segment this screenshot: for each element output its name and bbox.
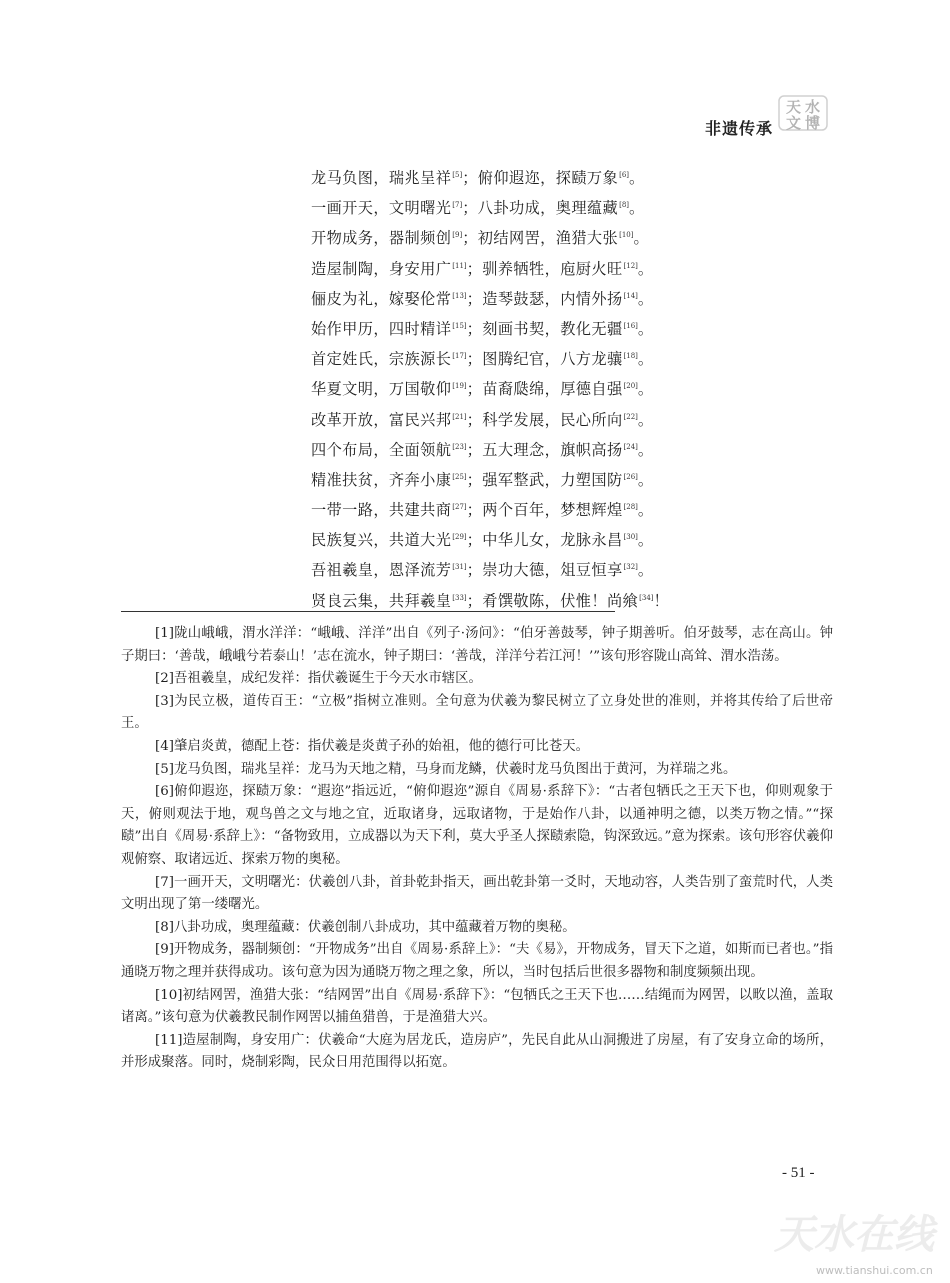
footnote-ref: [19] xyxy=(452,382,467,391)
footnote-ref: [20] xyxy=(623,382,638,391)
footnote: [3]为民立极，道传百王：“立极”指树立准则。全句意为伏羲为黎民树立了立身处世的准则，并将其传给了后世帝王。 xyxy=(121,693,833,732)
footnote: [7]一画开天，文明曙光：伏羲创八卦，首卦乾卦指天，画出乾卦第一爻时，天地动容，人类告别了蛮荒时代，人类文明出现了第一缕曙光。 xyxy=(121,874,833,913)
footnote-ref: [6] xyxy=(619,171,630,179)
footnote-ref: [21] xyxy=(452,412,467,421)
page-number: - 51 - xyxy=(782,1165,815,1181)
verse-line: 一画开天，文明曙光[7]；八卦功成，奥理蕴藏[8]。 xyxy=(311,199,645,218)
site-watermark xyxy=(770,1198,950,1279)
footnote-ref: [15] xyxy=(452,321,467,330)
footnote-ref: [27] xyxy=(452,503,467,512)
footnote-ref: [31] xyxy=(452,563,467,572)
verse-line: 俪皮为礼，嫁娶伦常[13]；造琴鼓瑟，内情外扬[14]。 xyxy=(311,289,654,308)
footnote-ref: [9] xyxy=(452,231,463,240)
verse-line: 首定姓氏，宗族源长[17]；图腾纪官，八方龙骧[18]。 xyxy=(311,350,654,369)
verse-line: 四个布局，全面领航[23]；五大理念，旗帜高扬[24]。 xyxy=(311,440,654,459)
footnote-divider xyxy=(121,611,615,612)
footnote-ref: [25] xyxy=(452,472,467,481)
footnote: [4]肇启炎黄，德配上苍：指伏羲是炎黄子孙的始祖，他的德行可比苍天。 xyxy=(155,738,590,754)
verse-line: 一带一路，共建共商[27]；两个百年，梦想辉煌[28]。 xyxy=(311,501,654,520)
footnote-ref: [24] xyxy=(623,442,638,451)
footnote-ref: [23] xyxy=(452,442,467,451)
logo-char-2: 水 xyxy=(805,98,821,116)
footnote-ref: [18] xyxy=(623,352,638,361)
verse-line: 造屋制陶，身安用广[11]；驯养牺牲，庖厨火旺[12]。 xyxy=(311,259,654,278)
verse-line: 龙马负图，瑞兆呈祥[5]；俯仰遐迩，探赜万象[6]。 xyxy=(311,169,645,187)
footnote-ref: [8] xyxy=(619,201,630,210)
footnote-ref: [16] xyxy=(623,321,638,330)
verse-line: 贤良云集，共拜羲皇[33]；肴馔敬陈，伏惟！尚飨[34]！ xyxy=(311,591,670,610)
footnote: [11]造屋制陶，身安用广：伏羲命“大庭为居龙氏，造房庐”，先民自此从山洞搬进了房屋，有了安身立命的场所，并形成聚落。同时，烧制彩陶，民众日用范围得以拓宽。 xyxy=(121,1032,833,1071)
logo-char-3: 文 xyxy=(786,114,802,132)
footnote-ref: [7] xyxy=(452,201,463,210)
footnotes xyxy=(121,623,833,1075)
logo-char-1: 天 xyxy=(786,98,802,116)
watermark-text: 天水在线 xyxy=(774,1212,934,1258)
footnote-ref: [22] xyxy=(623,412,638,421)
verse-line: 改革开放，富民兴邦[21]；科学发展，民心所向[22]。 xyxy=(311,410,654,429)
footnote: [1]陇山峨峨，渭水洋洋：“峨峨、洋洋”出自《列子·汤问》：“伯牙善鼓琴，钟子期善听。伯牙鼓琴，志在高山。钟子期曰：‘善哉，峨峨兮若泰山！’志在流水，钟子期曰：‘善哉，洋洋兮若江河！’”该句形容陇山高耸、渭水浩荡。 xyxy=(121,626,833,664)
footnote-ref: [30] xyxy=(623,533,638,542)
footnote: [10]初结网罟，渔猎大张：“结网罟”出自《周易·系辞下》：“包牺氏之王天下也……结绳而为网罟，以畋以渔，盖取诸离。”该句意为伏羲教民制作网罟以捕鱼猎兽，于是渔猎大兴。 xyxy=(121,987,833,1026)
footnote-ref: [32] xyxy=(623,563,638,572)
footnote: [2]吾祖羲皇，成纪发祥：指伏羲诞生于今天水市辖区。 xyxy=(155,671,482,687)
verse-line: 华夏文明，万国敬仰[19]；苗裔瓞绵，厚德自强[20]。 xyxy=(311,380,654,399)
footnote-ref: [10] xyxy=(619,231,634,240)
footnote-ref: [26] xyxy=(623,472,638,481)
verse-line: 吾祖羲皇，恩泽流芳[31]；崇功大德，俎豆恒享[32]。 xyxy=(311,561,654,580)
footnote-ref: [12] xyxy=(623,261,638,270)
verse-line: 精准扶贫，齐奔小康[25]；强军整武，力塑国防[26]。 xyxy=(311,470,654,489)
footnote: [8]八卦功成，奥理蕴藏：伏羲创制八卦成功，其中蕴藏着万物的奥秘。 xyxy=(155,919,576,935)
logo-char-4: 博 xyxy=(805,114,821,132)
footnote: [9]开物成务，器制频创：“开物成务”出自《周易·系辞上》：“夫《易》，开物成务，冒天下之道，如斯而已者也。”指通晓万物之理并获得成功。该句意为因为通晓万物之理之象，所以，当时包括后世很多器物和制度频频出现。 xyxy=(121,942,833,980)
footnote-ref: [14] xyxy=(623,291,638,300)
footnote-ref: [33] xyxy=(452,593,467,602)
section-title: 非遗传承 xyxy=(705,119,774,138)
footnote-ref: [13] xyxy=(452,291,467,300)
footnote-ref: [5] xyxy=(452,171,463,179)
footnote-ref: [28] xyxy=(623,503,638,512)
tianshui-wenbo-logo xyxy=(776,93,830,133)
footnote: [5]龙马负图，瑞兆呈祥：龙马为天地之精，马身而龙鳞，伏羲时龙马负图出于黄河，为祥瑞之兆。 xyxy=(155,761,737,777)
verse-line: 始作甲历，四时精详[15]；刻画书契，教化无疆[16]。 xyxy=(311,319,654,338)
footnote-ref: [29] xyxy=(452,533,467,542)
footnote: [6]俯仰遐迩，探赜万象：“遐迩”指远近，“俯仰遐迩”源自《周易·系辞下》：“古者包牺氏之王天下也，仰则观象于天，俯则观法于地，观鸟兽之文与地之宜，近取诸身，远取诸物，于是始作八卦，以通神明之德，以类万物之情。”“探赜”出自《周易·系辞上》：“备物致用，立成器以为天下利，莫大乎圣人探赜索隐，钩深致远。”意为探索。该句形容伏羲仰观俯察、取诸远近、探索万物的奥秘。 xyxy=(121,784,833,867)
eulogy-verses xyxy=(311,160,669,613)
verse-line: 开物成务，器制频创[9]；初结网罟，渔猎大张[10]。 xyxy=(311,229,650,248)
verse-line: 民族复兴，共道大光[29]；中华儿女，龙脉永昌[30]。 xyxy=(311,531,654,550)
footnote-ref: [17] xyxy=(452,352,467,361)
watermark-url: www.tianshui.com.cn xyxy=(816,1264,933,1277)
footnote-ref: [34] xyxy=(639,593,654,602)
footnote-ref: [11] xyxy=(452,261,467,270)
